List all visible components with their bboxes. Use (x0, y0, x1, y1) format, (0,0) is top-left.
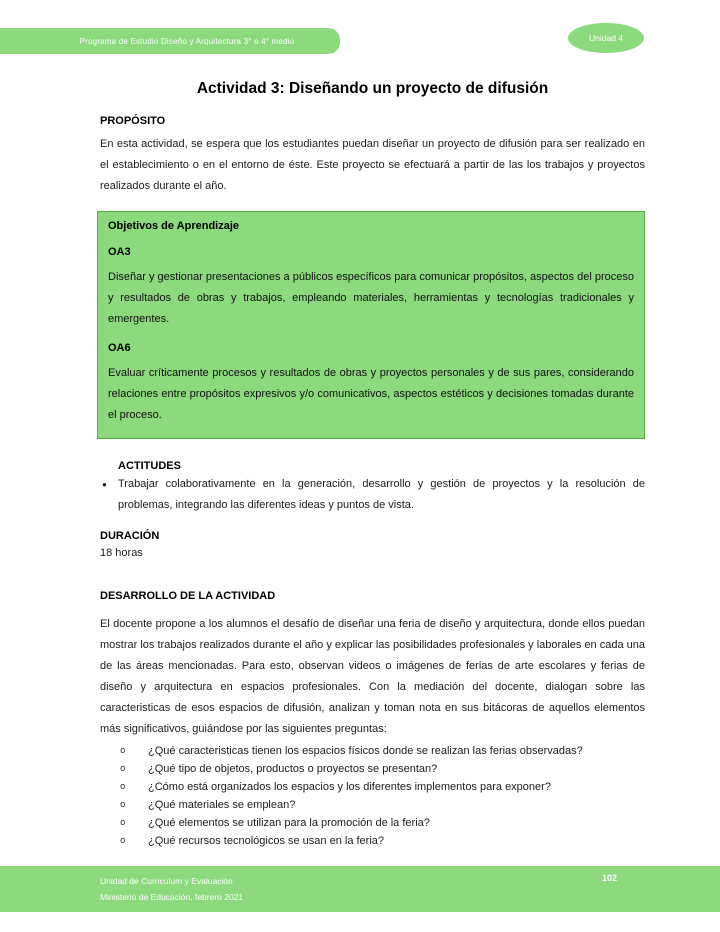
actitudes-list (100, 474, 645, 516)
proposito-paragraph: En esta actividad, se espera que los estudiantes puedan diseñar un proyecto de difusión para ser realizado en el establecimiento o en el entorno de éste. Este proyecto se efectuará a partir de las los trabajos y proyectos realizados durante el año. (100, 138, 645, 192)
unit-badge (568, 23, 644, 53)
desarrollo-paragraph: El docente propone a los alumnos el desafío de diseñar una feria de diseño y arquitectura, donde ellos puedan mostrar los trabajos realizados durante el año y explicar las posibilidades profesionales y laborales en cada una de las áreas mencionadas. Para esto, observan videos o imágenes de ferias de arte escolares y ferias de diseño y arquitectura en espacios profesionales. Con la mediación del docente, dialogan sobre las caracteristicas de esos espacios de difusión, analizan y toman nota en sus bitácoras de aquellos elementos más significativos, guiándose por las siguientes preguntas: (100, 618, 645, 735)
list-item (100, 814, 645, 832)
list-item (100, 760, 645, 778)
question-text: ¿Qué tipo de objetos, productos o proyectos se presentan? (148, 763, 438, 775)
unit-badge-label: Unidad 4 (588, 33, 624, 43)
question-text: ¿Qué materiales se emplean? (148, 799, 296, 811)
footer-line2: Ministerio de Educación, febrero 2021 (100, 892, 244, 902)
page-footer (0, 866, 720, 912)
desarrollo-heading: DESARROLLO DE LA ACTIVIDAD (100, 590, 276, 602)
program-banner-label: Programa de Estudio Diseño y Arquitectura 3° o 4° medio (79, 36, 295, 46)
objetivos-box (97, 211, 645, 439)
oa-text: Evaluar críticamente procesos y resultados de obras y proyectos personales y de sus pares, considerando relaciones entre propósitos expresivos y/o comunicativos, aspectos estéticos y decisiones tomadas durante el proceso. (108, 367, 634, 421)
actitud-text: Trabajar colaborativamente en la generación, desarrollo y gestión de proyectos y la resolución de problemas, integrando las diferentes ideas y puntos de vista. (118, 478, 645, 511)
section-duracion (100, 530, 645, 559)
actitudes-heading: ACTITUDES (118, 460, 181, 472)
section-proposito (100, 115, 645, 197)
duracion-value: 18 horas (100, 547, 143, 559)
question-text: ¿Qué caracteristicas tienen los espacios físicos donde se realizan las ferias observadas? (148, 745, 583, 757)
question-text: ¿Qué recursos tecnológicos se usan en la feria? (148, 835, 385, 847)
oa-code: OA6 (108, 342, 131, 354)
oa-text: Diseñar y gestionar presentaciones a públicos específicos para comunicar propósitos, aspectos del proceso y resultados de obras y trabajos, empleando materiales, herramientas y tecnologías tradicionales y emergentes. (108, 271, 634, 325)
oa-entry (108, 342, 634, 426)
oa-code: OA3 (108, 246, 131, 258)
footer-text (100, 873, 243, 905)
list-item (100, 778, 645, 796)
program-banner (0, 28, 340, 54)
objetivos-heading: Objetivos de Aprendizaje (108, 220, 240, 232)
footer-line1: Unidad de Curriculum y Evaluación (100, 876, 233, 886)
list-item (100, 474, 645, 516)
oa-entry (108, 246, 634, 330)
questions-list (100, 742, 645, 850)
proposito-heading: PROPÓSITO (100, 115, 166, 127)
list-item (100, 796, 645, 814)
section-desarrollo (100, 590, 645, 850)
document-body (100, 80, 645, 850)
list-item (100, 742, 645, 760)
duracion-heading: DURACIÓN (100, 530, 160, 542)
question-text: ¿Cómo está organizados los espacios y los diferentes implementos para exponer? (148, 781, 551, 793)
question-text: ¿Qué elementos se utilizan para la promoción de la feria? (148, 817, 430, 829)
page-number: 102 (602, 873, 618, 883)
section-actitudes (100, 460, 645, 516)
page-title: Actividad 3: Diseñando un proyecto de difusión (196, 80, 549, 97)
list-item (100, 832, 645, 850)
